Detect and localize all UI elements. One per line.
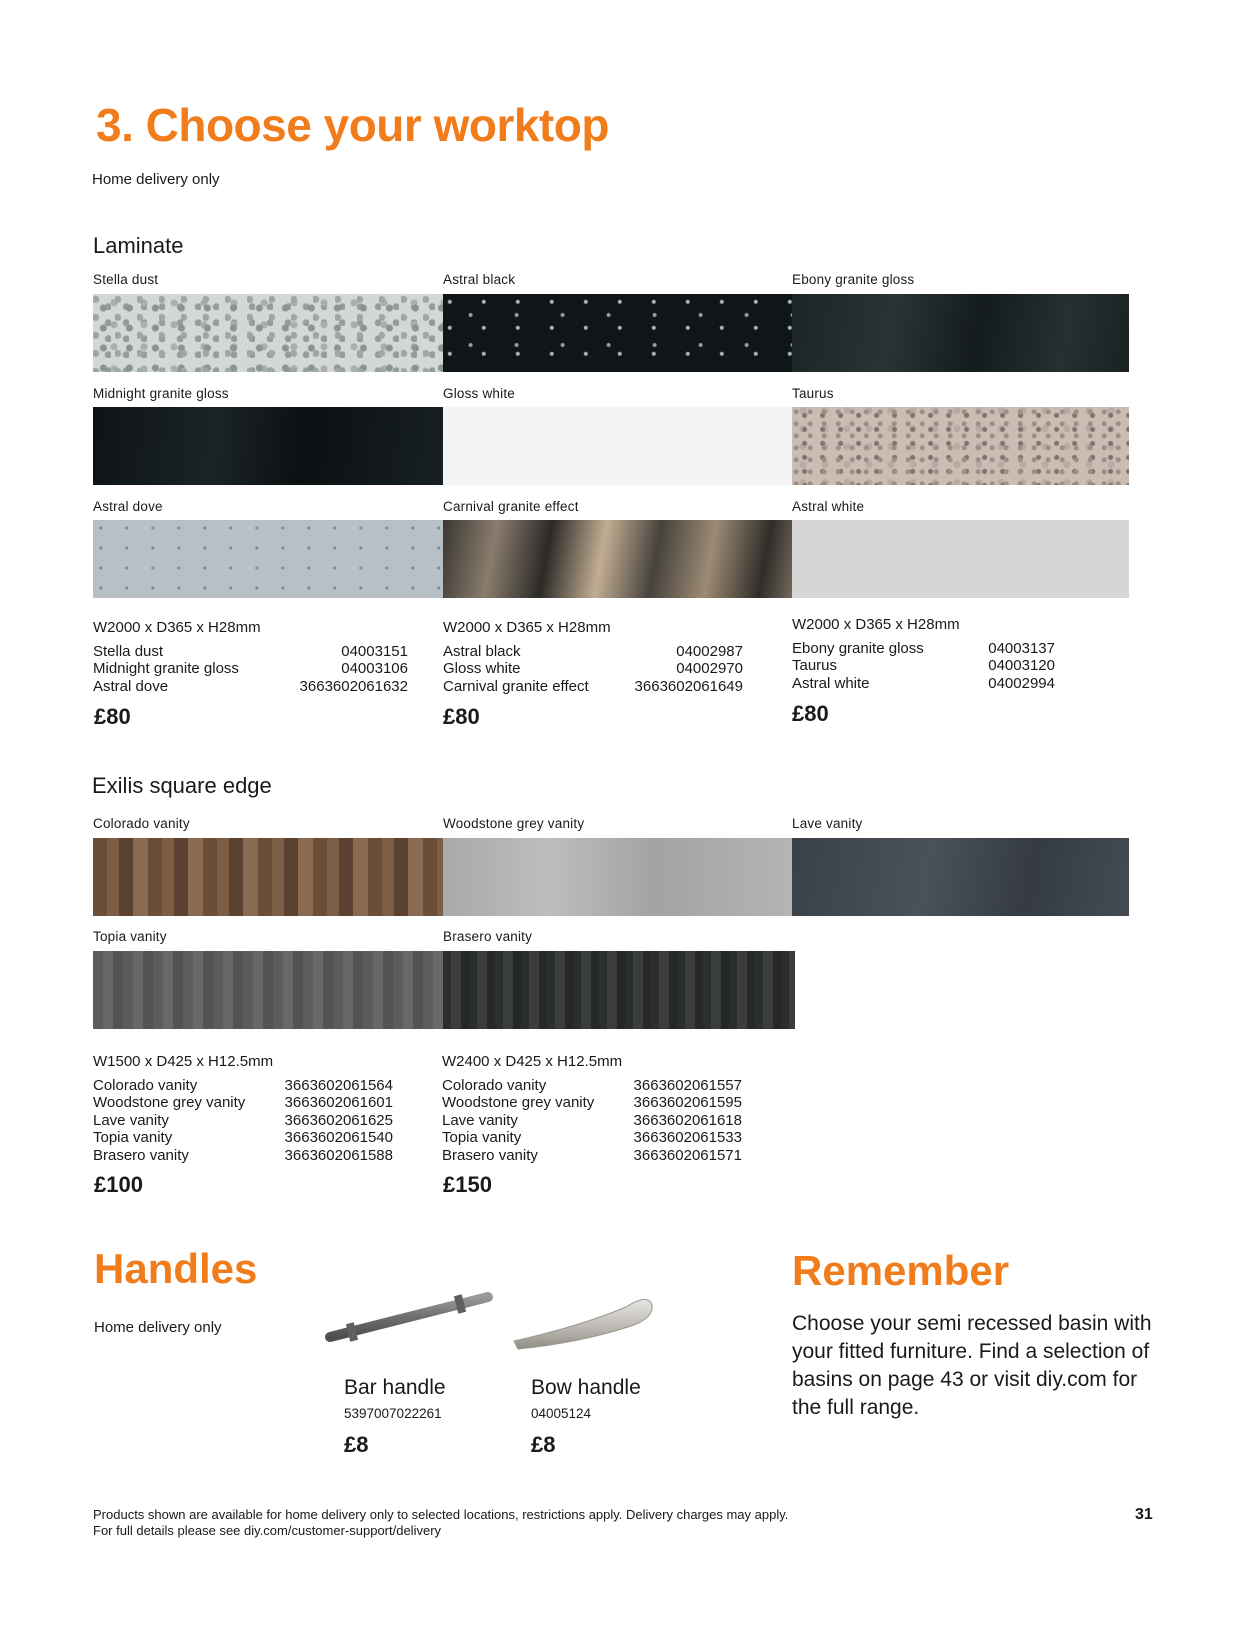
product-name: Topia vanity <box>442 1129 522 1146</box>
product-code: 3663602061540 <box>284 1129 393 1146</box>
spec-row <box>792 657 1055 675</box>
product-name: Brasero vanity <box>93 1146 189 1164</box>
spec-block <box>93 619 408 695</box>
product-name: Topia vanity <box>93 1129 173 1146</box>
product-name: Lave vanity <box>93 1111 169 1129</box>
price: £80 <box>792 701 829 726</box>
price: £100 <box>94 1172 143 1197</box>
swatch-label: Woodstone grey vanity <box>443 816 585 831</box>
product-name: Colorado vanity <box>93 1076 198 1094</box>
spec-row <box>442 1147 742 1165</box>
laminate-heading: Laminate <box>93 233 184 258</box>
product-name: Woodstone grey vanity <box>93 1094 246 1111</box>
footer-disclaimer <box>93 1507 788 1539</box>
spec-block <box>792 616 1055 692</box>
spec-size: W2000 x D365 x H28mm <box>443 619 611 636</box>
page-number: 31 <box>1135 1506 1153 1523</box>
page-title: 3. Choose your worktop <box>96 99 609 151</box>
swatch-carnival-granite-effect <box>443 520 795 598</box>
product-name: Taurus <box>792 657 838 674</box>
product-code: 04003106 <box>341 660 408 677</box>
spec-row <box>93 678 408 696</box>
spec-row <box>93 1094 393 1112</box>
swatch-label: Carnival granite effect <box>443 499 579 514</box>
swatch-label: Midnight granite gloss <box>93 386 229 401</box>
swatch-taurus <box>792 407 1129 485</box>
product-code: 04003151 <box>341 642 408 660</box>
spec-block <box>443 619 743 695</box>
product-name: Astral white <box>792 674 870 692</box>
swatch-label: Topia vanity <box>93 929 167 944</box>
product-code: 3663602061632 <box>299 677 408 695</box>
product-name: Woodstone grey vanity <box>442 1094 595 1111</box>
product-name: Lave vanity <box>442 1111 518 1129</box>
swatch-woodstone-grey-vanity <box>443 838 795 916</box>
footer-line-2: For full details please see diy.com/customer-support/delivery <box>93 1523 442 1538</box>
product-name: Stella dust <box>93 642 164 660</box>
product-code: 3663602061533 <box>633 1129 742 1146</box>
bar-handle-image <box>318 1283 498 1353</box>
swatch-label: Brasero vanity <box>443 929 533 944</box>
spec-block <box>93 1053 393 1164</box>
price: £80 <box>94 704 131 729</box>
swatch-label: Astral white <box>792 499 865 514</box>
spec-row <box>93 643 408 661</box>
product-name: Brasero vanity <box>442 1146 538 1164</box>
spec-size: W2000 x D365 x H28mm <box>93 619 261 636</box>
swatch-lave-vanity <box>792 838 1129 916</box>
spec-row <box>443 660 743 678</box>
handles-heading: Handles <box>94 1245 258 1292</box>
swatch-label: Astral black <box>443 272 516 287</box>
handles-delivery-note: Home delivery only <box>94 1319 222 1336</box>
product-code: 3663602061571 <box>633 1146 742 1164</box>
product-name: Ebony granite gloss <box>792 639 924 657</box>
spec-size: W2400 x D425 x H12.5mm <box>442 1053 623 1070</box>
swatch-label: Stella dust <box>93 272 159 287</box>
swatch-gloss-white <box>443 407 795 485</box>
product-code: 3663602061618 <box>633 1111 742 1129</box>
swatch-label: Taurus <box>792 386 834 401</box>
footer-line-1: Products shown are available for home delivery only to selected locations, restrictions apply. Delivery charges may apply. <box>93 1507 789 1522</box>
product-name: Midnight granite gloss <box>93 660 239 677</box>
spec-row <box>93 660 408 678</box>
price: £80 <box>443 704 480 729</box>
product-code: 3663602061649 <box>634 677 743 695</box>
bar-handle-code: 5397007022261 <box>344 1406 442 1421</box>
product-code: 04003137 <box>988 639 1055 657</box>
bow-handle-image <box>508 1283 660 1353</box>
bar-handle-price: £8 <box>344 1432 369 1457</box>
swatch-astral-dove <box>93 520 445 598</box>
spec-row <box>442 1112 742 1130</box>
product-name: Gloss white <box>443 660 521 677</box>
spec-row <box>93 1147 393 1165</box>
bow-handle-code: 04005124 <box>531 1406 592 1421</box>
exilis-heading: Exilis square edge <box>92 773 272 798</box>
swatch-astral-black <box>443 294 795 372</box>
spec-row <box>93 1077 393 1095</box>
spec-block <box>442 1053 742 1164</box>
bar-handle-name: Bar handle <box>344 1376 446 1399</box>
product-code: 3663602061588 <box>284 1146 393 1164</box>
swatch-midnight-granite-gloss <box>93 407 445 485</box>
product-code: 3663602061564 <box>284 1076 393 1094</box>
swatch-label: Colorado vanity <box>93 816 190 831</box>
swatch-ebony-granite-gloss <box>792 294 1129 372</box>
spec-row <box>93 1129 393 1147</box>
product-code: 04002987 <box>676 642 743 660</box>
spec-row <box>443 643 743 661</box>
delivery-note: Home delivery only <box>92 171 220 188</box>
product-code: 04002994 <box>988 674 1055 692</box>
product-code: 3663602061595 <box>633 1094 742 1111</box>
product-name: Astral black <box>443 642 521 660</box>
swatch-label: Astral dove <box>93 499 163 514</box>
spec-row <box>792 640 1055 658</box>
swatch-topia-vanity <box>93 951 445 1029</box>
product-name: Carnival granite effect <box>443 677 589 695</box>
product-code: 3663602061601 <box>284 1094 393 1111</box>
swatch-astral-white <box>792 520 1129 598</box>
price: £150 <box>443 1172 492 1197</box>
spec-row <box>443 678 743 696</box>
product-code: 04002970 <box>676 660 743 677</box>
product-code: 04003120 <box>988 657 1055 674</box>
swatch-label: Lave vanity <box>792 816 863 831</box>
swatch-label: Gloss white <box>443 386 515 401</box>
swatch-label: Ebony granite gloss <box>792 272 915 287</box>
product-code: 3663602061557 <box>633 1076 742 1094</box>
spec-row <box>442 1094 742 1112</box>
spec-size: W1500 x D425 x H12.5mm <box>93 1053 274 1070</box>
bow-handle-name: Bow handle <box>531 1376 641 1399</box>
remember-text: Choose your semi recessed basin with your fitted furniture. Find a selection of basins on page 43 or visit diy.com for the full range. <box>792 1312 1152 1419</box>
product-name: Colorado vanity <box>442 1076 547 1094</box>
spec-row <box>93 1112 393 1130</box>
swatch-brasero-vanity <box>443 951 795 1029</box>
spec-size: W2000 x D365 x H28mm <box>792 616 960 633</box>
remember-heading: Remember <box>792 1247 1010 1294</box>
product-name: Astral dove <box>93 677 169 695</box>
bow-handle-price: £8 <box>531 1432 556 1457</box>
spec-row <box>442 1129 742 1147</box>
swatch-stella-dust <box>93 294 445 372</box>
spec-row <box>792 675 1055 693</box>
spec-row <box>442 1077 742 1095</box>
product-code: 3663602061625 <box>284 1111 393 1129</box>
swatch-colorado-vanity <box>93 838 445 916</box>
